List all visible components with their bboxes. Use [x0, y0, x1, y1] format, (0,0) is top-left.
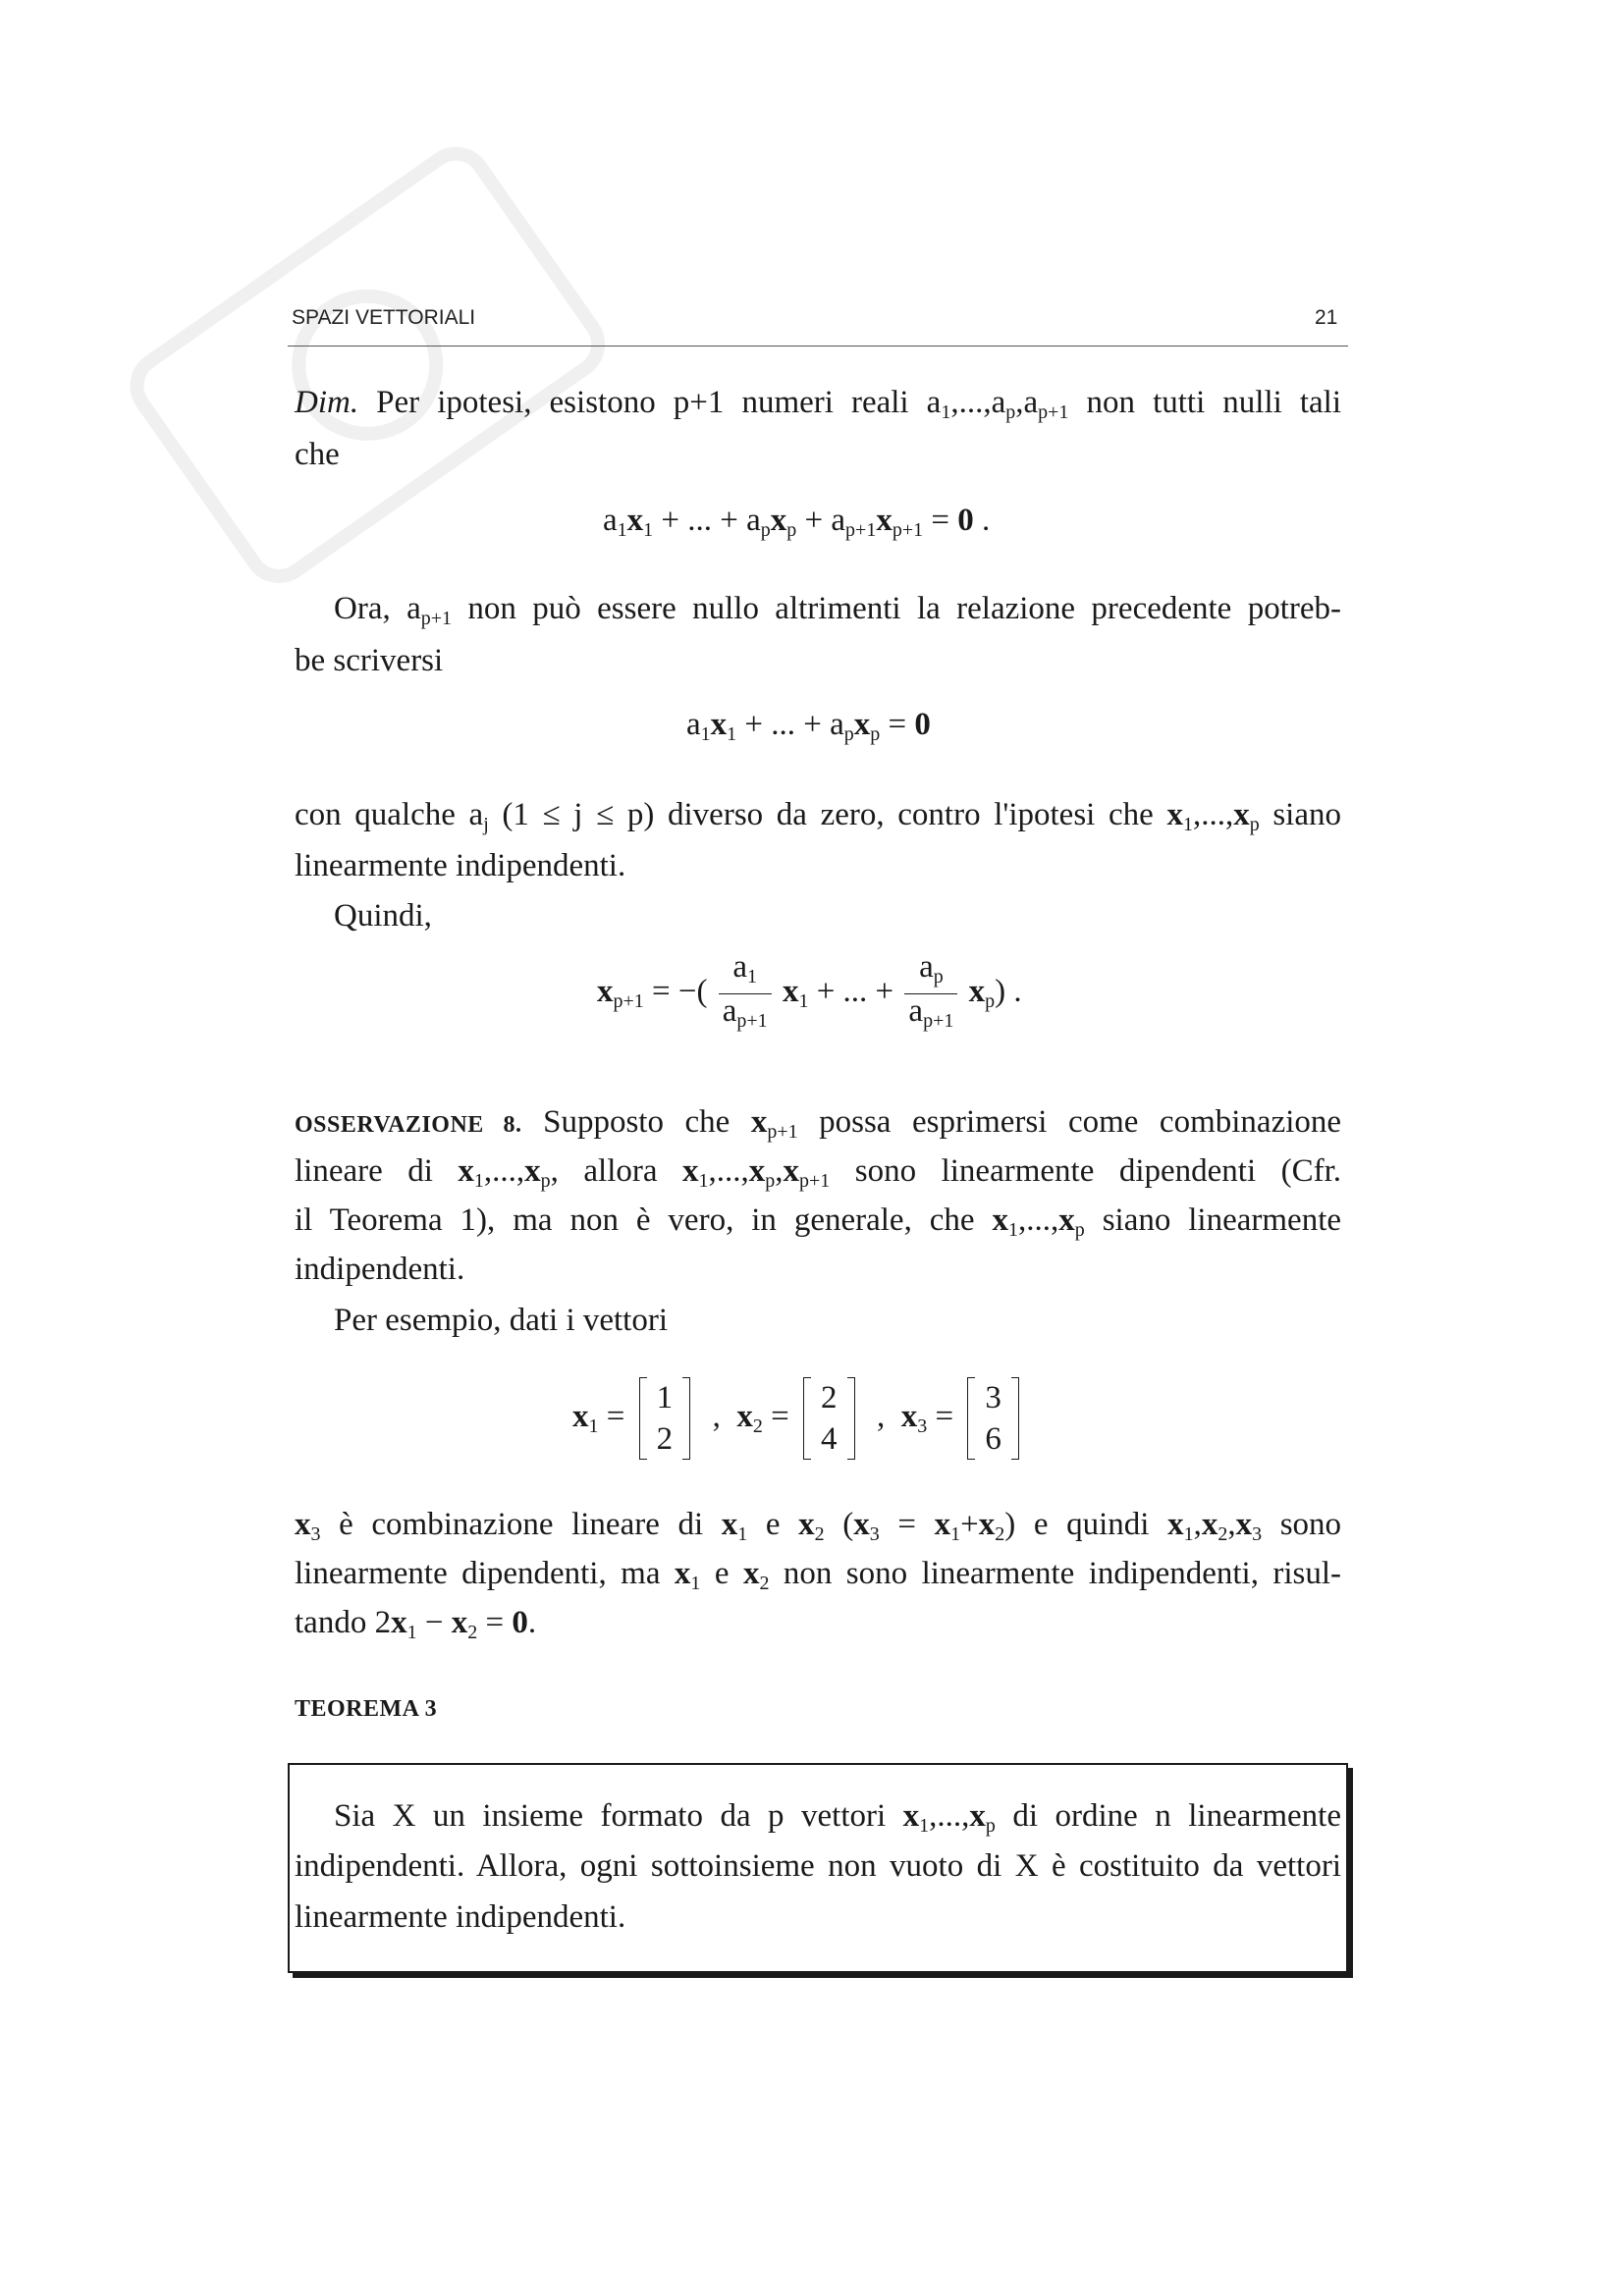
equation-dependence: $a_1x_1$ + ... + $a_px_p + a_{p+1}x_{p+1} = 0$ .	[603, 503, 991, 541]
osservazione-line-4: indipendenti.	[295, 1252, 465, 1287]
example-intro: Per esempio, dati i vettori	[334, 1303, 669, 1338]
vector-x2: 2 4	[801, 1377, 857, 1460]
fraction-a1: $\frac{a_1}{a_{p+1}}$	[719, 950, 772, 1038]
page-number: 21	[1315, 306, 1338, 329]
equation-solution: $x_{p+1}$ = −( $\frac{a_1}{a_{p+1}}$ $x_1$ + ... + $\frac{a_p}{a_{p+1}}$ $x_p$) .	[597, 950, 1022, 1039]
vector-x1: 1 2	[637, 1377, 693, 1460]
equation-reduced: $a_1x_1$ + ... + $a_px_p = 0$	[686, 707, 931, 745]
vector-x3: 3 6	[965, 1377, 1021, 1460]
dim-label: Dim.	[295, 385, 359, 420]
teorema-label: TEOREMA 3	[295, 1696, 438, 1722]
teorema-line-3: linearmente indipendenti.	[295, 1899, 626, 1935]
con-qualche-line-2: linearmente indipendenti.	[295, 848, 626, 883]
conclusion-line-2: linearmente dipendenti, ma $x_1$ e $x_2$ non sono linearmente indipendenti, risul-	[295, 1556, 1342, 1594]
header-rule	[288, 346, 1348, 347]
con-qualche-line-1: con qualche $a_j$ (1 ≤ j ≤ p) diverso da zero, contro l'ipotesi che $x_1,...,x_p$ siano	[295, 797, 1342, 835]
teorema-line-2: indipendenti. Allora, ogni sottoinsieme non vuoto di X è costituito da vettori	[295, 1848, 1341, 1884]
dim-line-2: che	[295, 437, 340, 472]
fraction-ap: $\frac{a_p}{a_{p+1}}$	[904, 950, 957, 1038]
dim-line-1: Dim. Per ipotesi, esistono p+1 numeri reali $a_1,...,a_p,a_{p+1}$ non tutti nulli tali	[295, 385, 1342, 423]
vector-examples: $x_1$ = 1 2 , $x_2$ = 2 4 , $x_3$ = 3 6	[572, 1372, 1025, 1470]
running-header-title: SPAZI VETTORIALI	[292, 306, 476, 329]
teorema-line-1: Sia X un insieme formato da p vettori $x_1,...,x_p$ di ordine n linearmente	[334, 1798, 1341, 1837]
conclusion-line-3: tando $2x_1 - x_2 = 0$.	[295, 1605, 537, 1643]
quindi-text: Quindi,	[334, 898, 432, 934]
conclusion-line-1: $x_3$ è combinazione lineare di $x_1$ e $x_2$ $(x_3 = x_1+x_2)$ e quindi $x_1,x_2,x_3$ sono	[295, 1507, 1342, 1545]
osservazione-label: OSSERVAZIONE 8.	[295, 1112, 522, 1138]
ora-line-2: be scriversi	[295, 643, 444, 678]
osservazione-line-2: lineare di $x_1,...,x_p$, allora $x_1,...,x_p,x_{p+1}$ sono linearmente dipendenti (Cfr.	[295, 1153, 1342, 1192]
osservazione-line-1: OSSERVAZIONE 8. Supposto che $x_{p+1}$ possa esprimersi come combinazione	[295, 1104, 1342, 1143]
osservazione-line-3: il Teorema 1), ma non è vero, in generale, che $x_1,...,x_p$ siano linearmente	[295, 1202, 1342, 1241]
ora-line-1: Ora, $a_{p+1}$ non può essere nullo altrimenti la relazione precedente potreb-	[334, 591, 1341, 629]
